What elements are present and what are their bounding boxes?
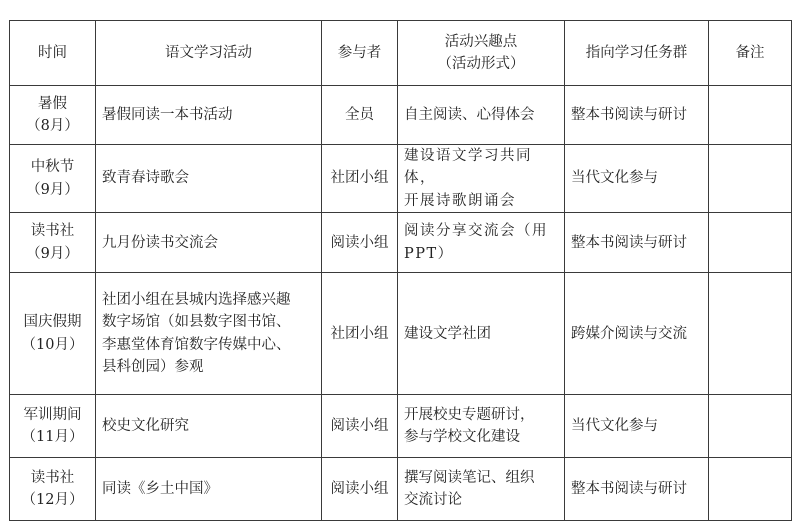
activity-text: 暑假同读一本书活动 — [102, 106, 233, 123]
activity-text: 数字场馆（如县数字图书馆、 — [102, 314, 291, 331]
interest-text: 开展校史专题研讨， — [404, 406, 535, 423]
interest-text: PPT） — [404, 245, 454, 262]
interest-text: 交流讨论 — [404, 492, 462, 509]
header-interest-line2: （活动形式） — [437, 56, 525, 72]
time-label: 读书社 — [30, 469, 75, 486]
cell-activity — [96, 86, 322, 145]
cell-participants: 阅读小组 — [322, 213, 398, 273]
interest-text: 撰写阅读笔记、组织 — [404, 469, 535, 486]
cell-task-group: 整本书阅读与研讨 — [565, 86, 709, 145]
cell-task-group: 当代文化参与 — [565, 395, 709, 458]
time-month: （9月） — [26, 181, 79, 198]
cell-participants: 社团小组 — [322, 273, 398, 395]
cell-participants: 阅读小组 — [322, 458, 398, 521]
cell-activity — [96, 458, 322, 521]
activity-text: 致青春诗歌会 — [102, 170, 189, 187]
cell-task-group: 跨媒介阅读与交流 — [565, 273, 709, 395]
cell-activity — [96, 145, 322, 213]
header-participants: 参与者 — [322, 21, 398, 86]
cell-time — [10, 458, 96, 521]
cell-interest — [398, 86, 565, 145]
interest-text: 参与学校文化建设 — [404, 429, 520, 446]
table-row — [10, 273, 792, 395]
table-row — [10, 213, 792, 273]
interest-text: 阅读分享交流会（用 — [404, 223, 548, 240]
table-row — [10, 458, 792, 521]
table-row — [10, 395, 792, 458]
cell-participants: 社团小组 — [322, 145, 398, 213]
activity-schedule-table — [9, 20, 792, 521]
activity-text: 县科创园）参观 — [102, 359, 204, 376]
time-month: （12月） — [21, 492, 84, 509]
cell-time — [10, 213, 96, 273]
header-remarks: 备注 — [709, 21, 792, 86]
cell-task-group: 整本书阅读与研讨 — [565, 458, 709, 521]
time-month: （9月） — [26, 245, 79, 262]
header-interest — [398, 21, 565, 86]
activity-text: 同读《乡土中国》 — [102, 481, 218, 498]
cell-interest — [398, 273, 565, 395]
cell-time — [10, 86, 96, 145]
interest-text: 开展诗歌朗诵会 — [404, 192, 516, 209]
table-header-row — [10, 21, 792, 86]
table-row — [10, 86, 792, 145]
header-activity: 语文学习活动 — [96, 21, 322, 86]
table-row — [10, 145, 792, 213]
header-time: 时间 — [10, 21, 96, 86]
cell-interest — [398, 213, 565, 273]
cell-time — [10, 273, 96, 395]
cell-activity — [96, 395, 322, 458]
cell-remarks — [709, 458, 792, 521]
cell-remarks — [709, 86, 792, 145]
cell-participants: 全员 — [322, 86, 398, 145]
interest-text: 建设语文学习共同体， — [404, 148, 532, 187]
interest-text: 建设文学社团 — [404, 325, 491, 342]
time-label: 国庆假期 — [23, 314, 82, 331]
cell-interest — [398, 458, 565, 521]
cell-participants: 阅读小组 — [322, 395, 398, 458]
header-task-group: 指向学习任务群 — [565, 21, 709, 86]
time-label: 暑假 — [38, 95, 67, 112]
cell-interest — [398, 395, 565, 458]
cell-time — [10, 395, 96, 458]
cell-remarks — [709, 213, 792, 273]
activity-text: 社团小组在县城内选择感兴趣 — [102, 291, 291, 308]
time-label: 军训期间 — [23, 406, 82, 423]
cell-task-group: 整本书阅读与研讨 — [565, 213, 709, 273]
cell-remarks — [709, 395, 792, 458]
time-month: （10月） — [21, 336, 84, 353]
interest-text: 自主阅读、心得体会 — [404, 106, 535, 123]
cell-task-group: 当代文化参与 — [565, 145, 709, 213]
cell-remarks — [709, 145, 792, 213]
cell-activity — [96, 213, 322, 273]
activity-text: 校史文化研究 — [102, 418, 189, 435]
time-month: （8月） — [26, 118, 79, 134]
cell-remarks — [709, 273, 792, 395]
cell-interest — [398, 145, 565, 213]
activity-text: 九月份读书交流会 — [102, 234, 218, 251]
time-month: （11月） — [21, 429, 84, 446]
activity-text: 李惠堂体育馆数字传媒中心、 — [102, 336, 291, 353]
time-label: 中秋节 — [30, 159, 75, 176]
header-interest-line1: 活动兴趣点 — [444, 33, 518, 50]
cell-time — [10, 145, 96, 213]
cell-activity — [96, 273, 322, 395]
time-label: 读书社 — [30, 223, 75, 240]
